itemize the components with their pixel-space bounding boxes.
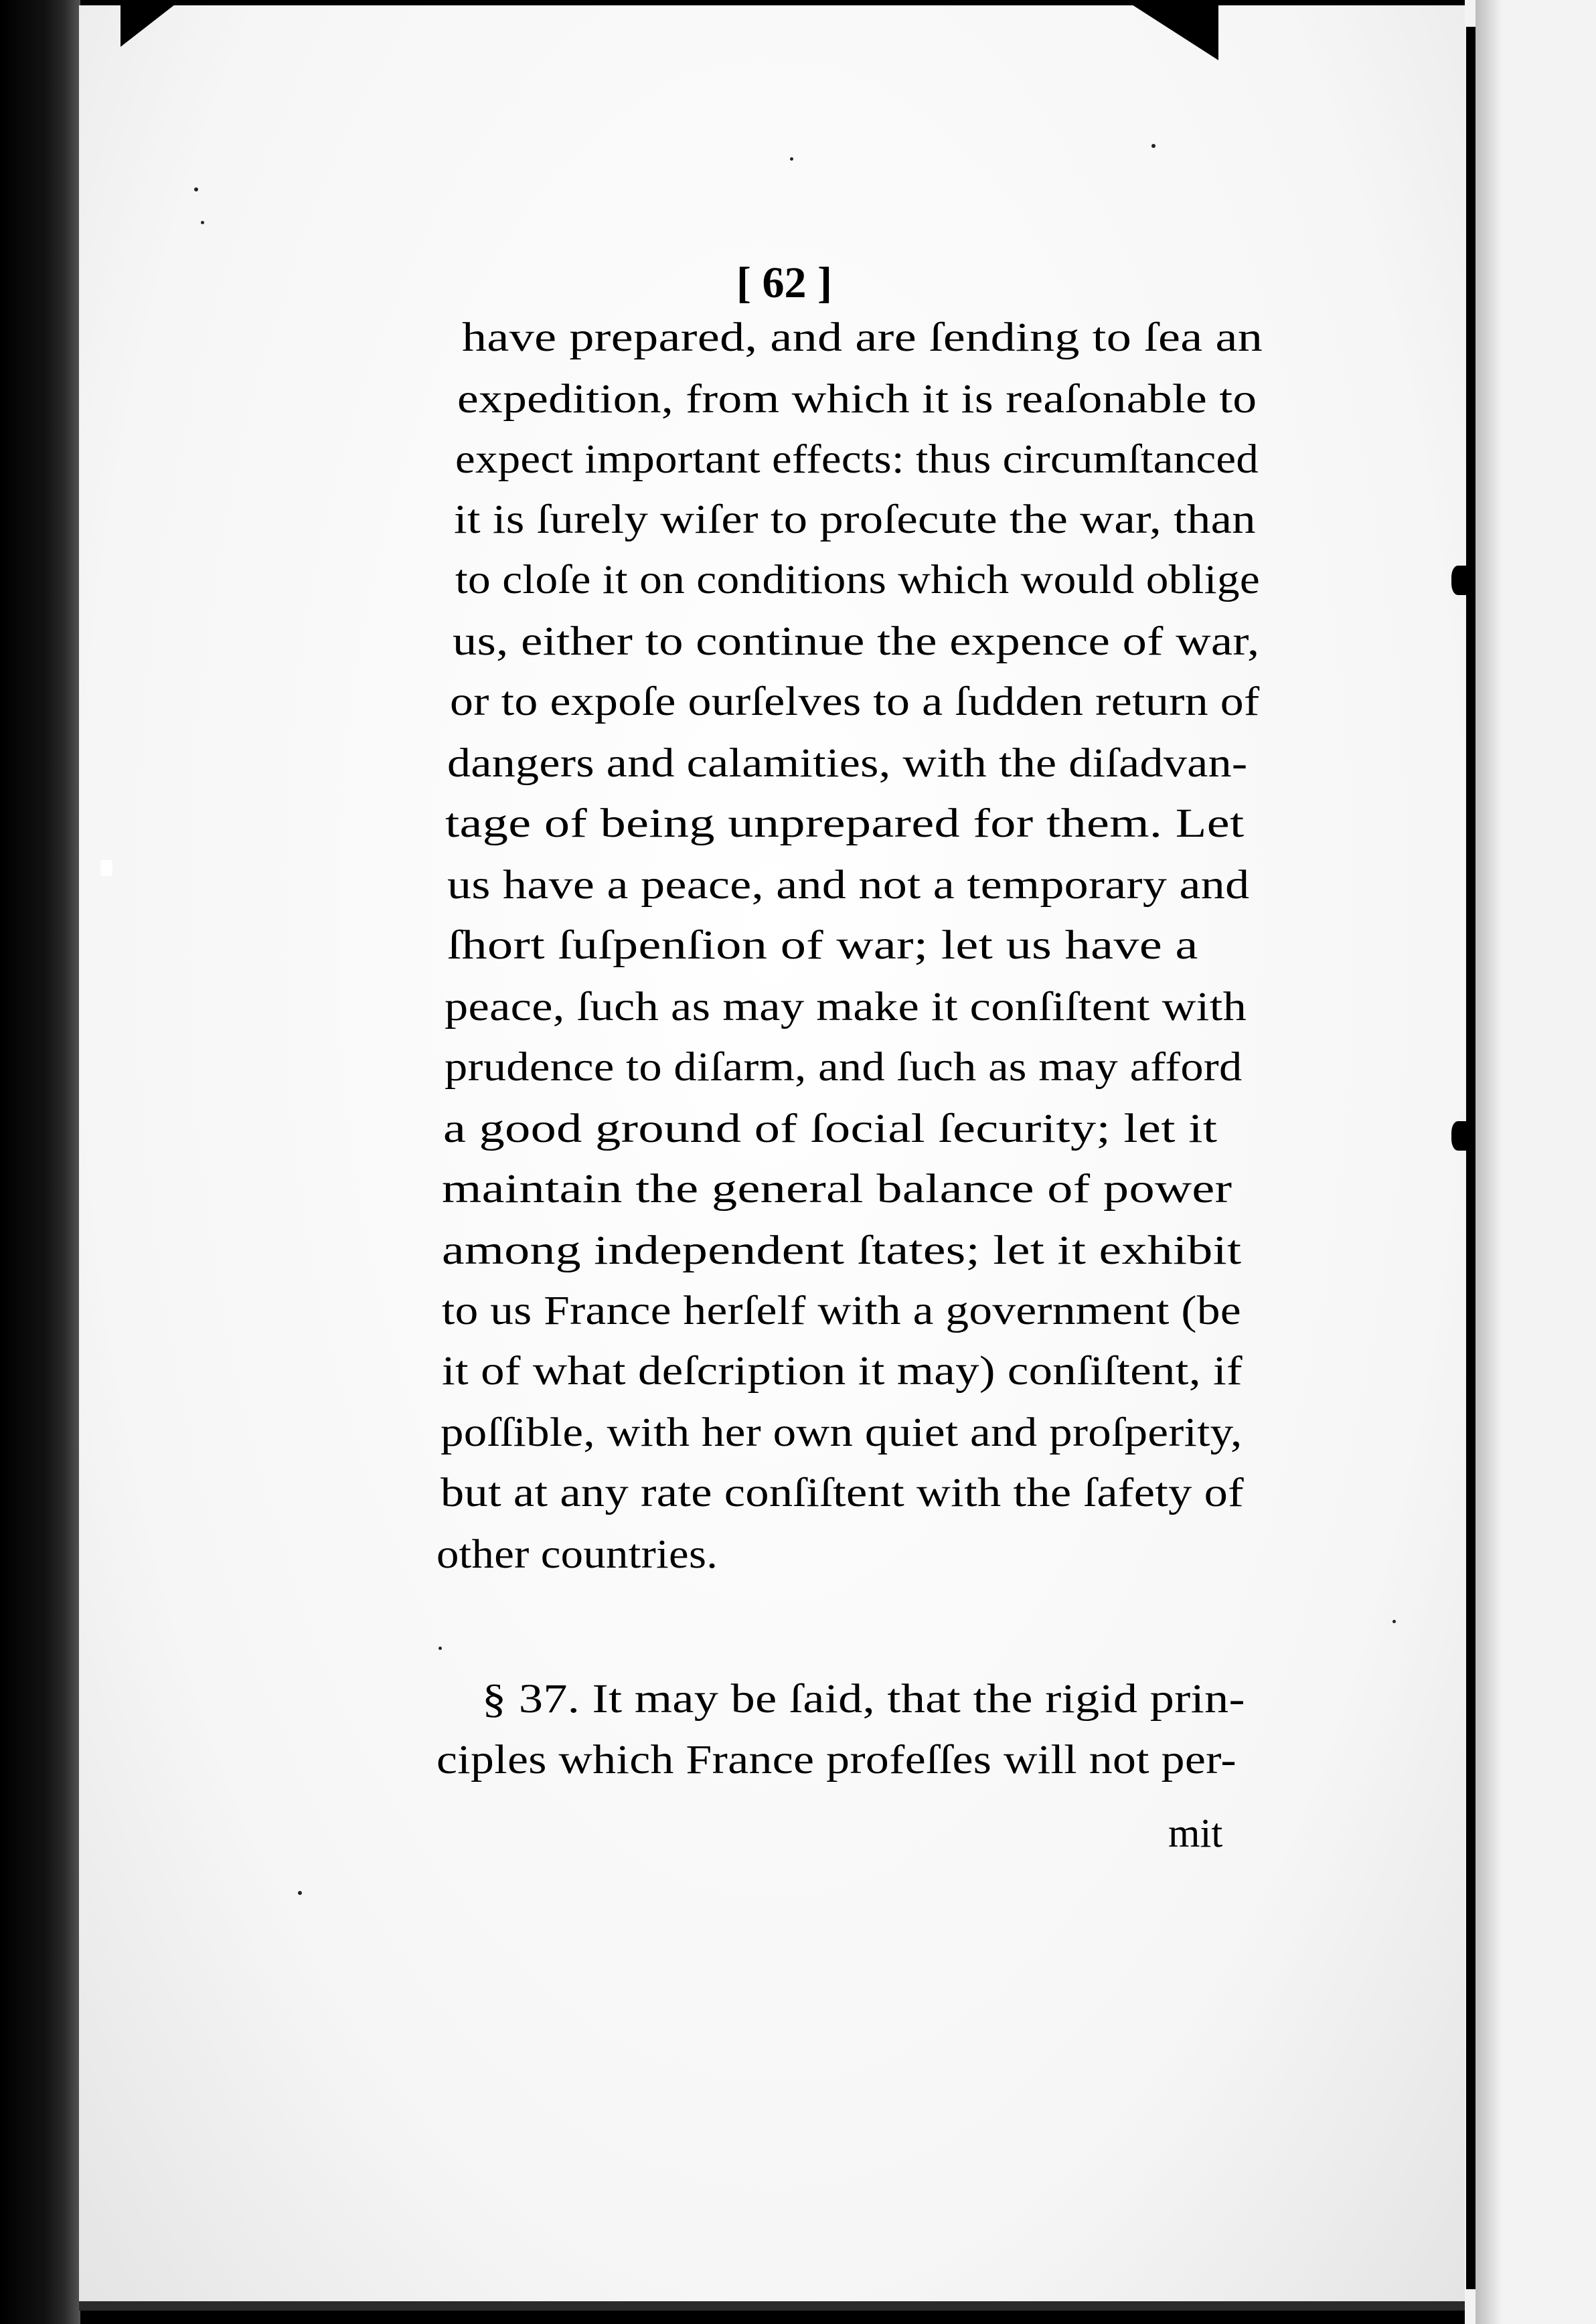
text-line: expect important effects: thus circumſtanced — [455, 437, 1259, 482]
paper-speck — [201, 221, 204, 224]
text-line: § 37. It may be ſaid, that the rigid prin- — [482, 1677, 1245, 1722]
text-line: us have a peace, and not a temporary and — [447, 863, 1250, 908]
text-line: ciples which France profeſſes will not per- — [436, 1738, 1236, 1782]
catchword: mit — [1168, 1811, 1223, 1856]
text-line: it of what deſcription it may) conſiſtent, if — [442, 1349, 1243, 1394]
text-line: expedition, from which it is reaſonable to — [457, 377, 1257, 422]
text-line: maintain the general balance of power — [442, 1167, 1232, 1212]
page-edge-shadow — [1475, 0, 1502, 2324]
text-line: poſſible, with her own quiet and proſperity, — [441, 1410, 1243, 1455]
gutter-line — [1466, 27, 1475, 2289]
text-line: peace, ſuch as may make it conſiſtent with — [445, 985, 1247, 1029]
text-line: to cloſe it on conditions which would oblige — [455, 558, 1261, 602]
paper-speck — [1151, 144, 1155, 148]
book-binding-left — [0, 0, 80, 2324]
paper-speck — [1392, 1620, 1396, 1623]
paper-speck — [298, 1891, 302, 1895]
text-line: have prepared, and are ſending to ſea an — [462, 315, 1263, 360]
text-line: among independent ſtates; let it exhibit — [442, 1228, 1242, 1273]
text-line: or to expoſe ourſelves to a ſudden return of — [450, 679, 1260, 724]
paper-speck — [194, 187, 198, 191]
text-line: us, either to continue the expence of war, — [453, 619, 1260, 664]
paper-speck — [438, 1647, 442, 1650]
paper-speck — [790, 157, 793, 161]
text-line: ſhort ſuſpenſion of war; let us have a — [447, 923, 1198, 968]
text-line: tage of being unprepared for them. Let — [445, 801, 1245, 846]
text-line: but at any rate conſiſtent with the ſafety of — [441, 1471, 1244, 1515]
text-line: dangers and calamities, with the diſadvan- — [447, 741, 1248, 786]
text-line: other countries. — [436, 1532, 718, 1577]
text-line: a good ground of ſocial ſecurity; let it — [443, 1106, 1218, 1151]
text-line: prudence to diſarm, and ſuch as may afford — [445, 1045, 1243, 1090]
text-line: to us France herſelf with a government (be — [442, 1289, 1241, 1333]
paper-speck — [100, 860, 112, 876]
edge-mark — [1451, 1121, 1467, 1151]
edge-mark — [1451, 566, 1467, 595]
text-line: it is ſurely wiſer to proſecute the war, than — [454, 497, 1256, 542]
page-number: [ 62 ] — [736, 258, 832, 307]
